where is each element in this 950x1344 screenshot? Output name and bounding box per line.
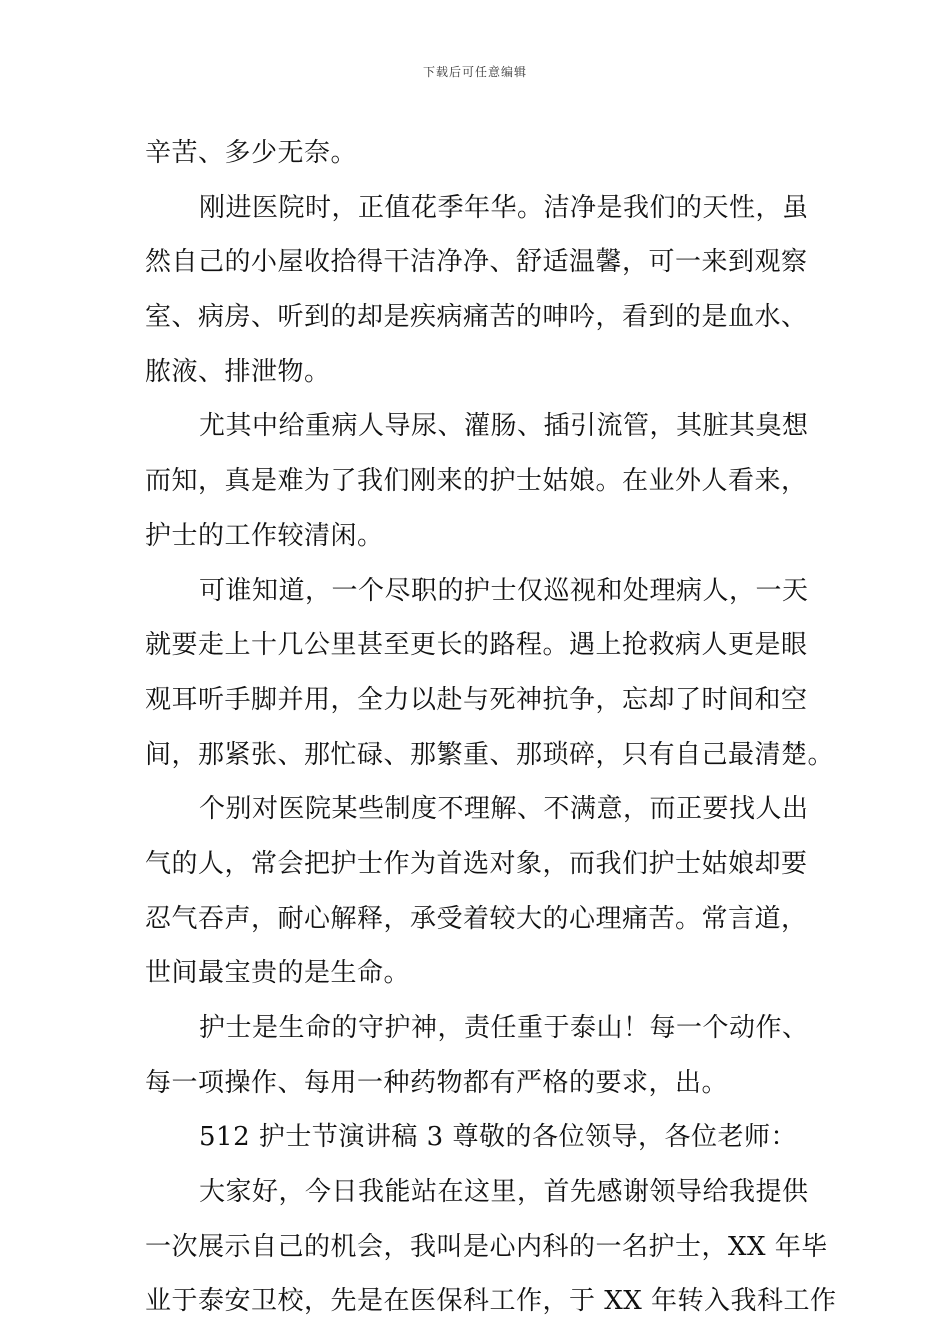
text-line: 512 护士节演讲稿 3 尊敬的各位领导，各位老师： bbox=[199, 1122, 797, 1153]
text-line: 忍气吞声，耐心解释，承受着较大的心理痛苦。常言道， bbox=[145, 903, 808, 934]
text-line: 一次展示自己的机会，我叫是心内科的一名护士，XX 年毕 bbox=[145, 1231, 828, 1262]
text-line: 刚进医院时，正值花季年华。洁净是我们的天性，虽 bbox=[199, 192, 809, 223]
text-line: 辛苦、多少无奈。 bbox=[145, 138, 358, 168]
text-line: 室、病房、听到的却是疾病痛苦的呻吟，看到的是血水、 bbox=[145, 302, 808, 333]
header-note: 下载后可任意编辑 bbox=[422, 65, 527, 79]
text-line: 而知，真是难为了我们刚来的护士姑娘。在业外人看来， bbox=[145, 466, 808, 497]
text-line: 就要走上十几公里甚至更长的路程。遇上抢救病人更是眼 bbox=[145, 630, 808, 661]
text-line: 世间最宝贵的是生命。 bbox=[145, 958, 411, 989]
text-line: 然自己的小屋收拾得干洁净净、舒适温馨，可一来到观察 bbox=[145, 247, 808, 278]
document-body bbox=[145, 126, 837, 1329]
text-line: 业于泰安卫校，先是在医保科工作，于 XX 年转入我科工作 bbox=[145, 1286, 837, 1317]
text-line: 间，那紧张、那忙碌、那繁重、那琐碎，只有自己最清楚。 bbox=[145, 739, 835, 770]
text-line: 尤其中给重病人导尿、灌肠、插引流管，其脏其臭想 bbox=[199, 411, 809, 442]
text-line: 可谁知道，一个尽职的护士仅巡视和处理病人，一天 bbox=[199, 575, 809, 606]
text-line: 个别对医院某些制度不理解、不满意，而正要找人出 bbox=[199, 794, 809, 825]
text-line: 护士是生命的守护神，责任重于泰山！每一个动作、 bbox=[199, 1013, 809, 1043]
text-line: 脓液、排泄物。 bbox=[145, 356, 331, 387]
text-line: 观耳听手脚并用，全力以赴与死神抗争，忘却了时间和空 bbox=[145, 684, 808, 715]
text-line: 护士的工作较清闲。 bbox=[145, 520, 384, 551]
text-line: 每一项操作、每用一种药物都有严格的要求，出。 bbox=[145, 1067, 729, 1098]
text-line: 气的人，常会把护士作为首选对象，而我们护士姑娘却要 bbox=[145, 848, 808, 879]
text-line: 大家好，今日我能站在这里，首先感谢领导给我提供 bbox=[199, 1177, 809, 1208]
